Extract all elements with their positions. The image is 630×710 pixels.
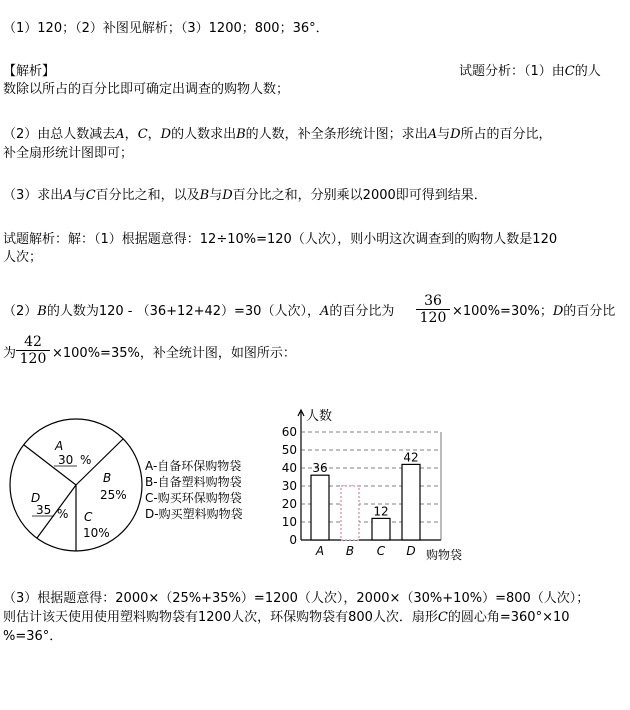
solution-p2-line2-prefix: 为 <box>3 346 17 361</box>
analysis-header: 【解析】 <box>3 64 56 79</box>
analysis-p2-line2: 补全扇形统计图即可； <box>3 146 134 161</box>
bar-chart <box>268 400 478 565</box>
bar-ytick-label: 40 <box>281 461 297 475</box>
bar-A <box>311 475 329 540</box>
legend-c: C-购买环保购物袋 <box>145 491 242 505</box>
bar-value-label: 42 <box>403 450 419 465</box>
bar-B <box>341 486 359 540</box>
pie-label-c: C <box>84 510 93 524</box>
fraction-36-120: 36 120 <box>416 293 450 326</box>
bar-xtick-label: D <box>406 544 416 558</box>
analysis-intro: 试题分析：（1）由C的人 <box>459 64 601 79</box>
solution-p2: （2）B的人数为120 - （36+12+42）=30（人次），A的百分比为 <box>3 304 395 319</box>
solution-p2-line2: ×100%=35%，补全统计图，如图所示： <box>52 346 296 361</box>
bar-xtick-label: B <box>345 544 355 558</box>
bar-value-label: 12 <box>373 504 389 519</box>
bar-ytick-label: 0 <box>289 533 297 547</box>
legend-a: A-自备环保购物袋 <box>145 459 242 473</box>
solution-p1-line2: 人次； <box>3 250 43 265</box>
answer-line: （1）120；（2）补图见解析；（3）1200；800；36°． <box>3 21 329 36</box>
solution-p1: 试题解析：解：（1）根据题意得：12÷10%=120（人次），则小明这次调查到的购物人数是120 <box>3 232 558 247</box>
bar-value-label: 36 <box>312 461 328 476</box>
bar-xtick-label: A <box>315 544 325 558</box>
legend-d: D-购买塑料购物袋 <box>145 507 243 521</box>
bar-D <box>402 464 420 540</box>
bar-ytick-label: 10 <box>281 515 297 529</box>
fraction-42-120: 42 120 <box>16 334 50 367</box>
solution-p3: （3）根据题意得：2000×（25%+35%）=1200（人次），2000×（30%+10%）=800（人次）； <box>3 591 590 606</box>
analysis-line2: 数除以所占的百分比即可确定出调查的购物人数； <box>3 82 290 97</box>
bar-ylabel: 人数 <box>306 409 333 424</box>
legend-b: B-自备塑料购物袋 <box>145 475 242 489</box>
solution-p3-line3: %=36°． <box>3 629 63 644</box>
pie-pct-d: 35 <box>36 503 52 517</box>
solution-p2-tail: ×100%=30%；D的百分比 <box>452 304 616 319</box>
pie-label-a: A <box>55 439 64 453</box>
bar-ytick-label: 20 <box>281 497 297 511</box>
pie-unit-a: % <box>80 453 92 467</box>
pie-pct-a: 30 <box>58 453 74 467</box>
pie-chart <box>0 415 270 565</box>
bar-xtick-label: C <box>376 544 386 558</box>
pie-label-b: B <box>103 471 112 485</box>
bar-ytick-label: 60 <box>281 425 297 439</box>
bar-xlabel: 购物袋 <box>426 548 463 562</box>
pie-pct-b: 25% <box>100 488 127 502</box>
pie-pct-c: 10% <box>83 526 110 540</box>
pie-unit-d: % <box>57 507 69 521</box>
analysis-p3: （3）求出A与C百分比之和，以及B与D百分比之和，分别乘以2000即可得到结果． <box>3 188 487 203</box>
pie-label-d: D <box>31 491 41 505</box>
solution-p3-line2: 则估计该天使用使用塑料购物袋有1200人次，环保购物袋有800人次．扇形C的圆心角=360°×10 <box>3 610 570 625</box>
bar-ytick-label: 30 <box>281 479 297 493</box>
analysis-p2: （2）由总人数减去A，C，D的人数求出B的人数，补全条形统计图；求出A与D所占的百分比， <box>3 127 552 142</box>
bar-ytick-label: 50 <box>281 443 297 457</box>
bar-C <box>372 518 390 540</box>
